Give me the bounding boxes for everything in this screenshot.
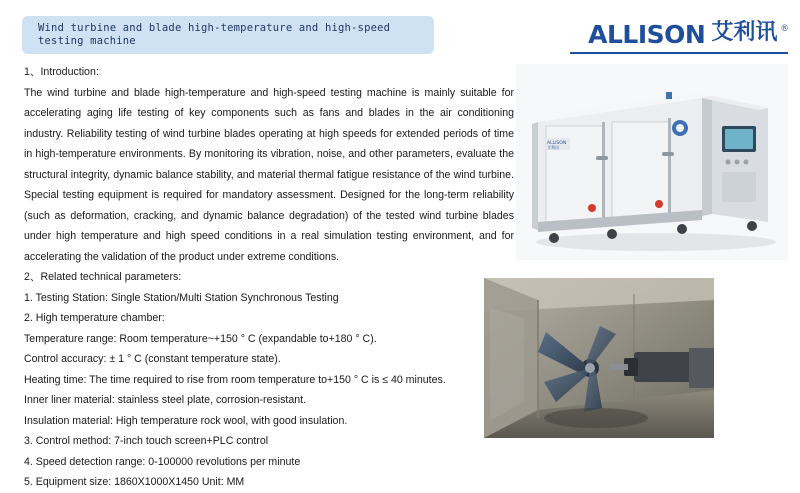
registered-trademark-icon: ® <box>781 23 788 33</box>
spec-item: Control accuracy: ± 1 ° C (constant temperature state). <box>24 353 281 365</box>
spec-item: 3. Control method: 7-inch touch screen+PLC control <box>24 435 269 447</box>
section-1-heading: 1、Introduction: <box>24 66 99 78</box>
section-2-heading: 2、Related technical parameters: <box>24 271 182 283</box>
page-title-banner <box>22 16 434 54</box>
testing-machine-photo <box>516 64 788 260</box>
spec-item: Heating time: The time required to rise from room temperature to+150 ° C is ≤ 40 minutes. <box>24 373 446 386</box>
logo-underline <box>570 52 788 54</box>
spec-item: 5. Equipment size: 1860X1000X1450 Unit: MM <box>24 476 245 488</box>
spec-item: 4. Speed detection range: 0-100000 revolutions per minute <box>24 455 301 468</box>
document-body <box>24 62 514 493</box>
svg-text:ALLISON: ALLISON <box>547 141 567 146</box>
spec-item: 2. High temperature chamber: <box>24 312 165 324</box>
spec-item: Insulation material: High temperature rock wool, with good insulation. <box>24 414 348 427</box>
machine-illustration <box>516 64 788 260</box>
chamber-illustration <box>484 278 714 438</box>
spec-item: Temperature range: Room temperature~+150 ° C (expandable to+180 ° C). <box>24 332 377 345</box>
logo-chinese-text: 艾利讯 <box>711 20 778 45</box>
spec-item: 1. Testing Station: Single Station/Multi Station Synchronous Testing <box>24 291 339 304</box>
company-logo <box>588 22 788 47</box>
svg-text:艾利讯: 艾利讯 <box>547 145 559 150</box>
spec-item: Inner liner material: stainless steel plate, corrosion-resistant. <box>24 394 307 406</box>
logo-latin-text: ALLISON <box>588 20 706 49</box>
introduction-paragraph: The wind turbine and blade high-temperature and high-speed testing machine is mainly suitable for accelerating aging life testing of key components such as fans and blades in the air conditioning industry. Reliability testing of wind turbine blades operating at high speeds for extended periods of time in high-temperature environments. By monitoring its vibration, noise, and other parameters, evaluate the structural integrity, dynamic balance stability, and material thermal fatigue resistance of the wind turbine. Special testing equipment is required for mandatory assessment. Designed for the long-term reliability (such as deformation, cracking, and dynamic balance degradation) of the tested wind turbine blades under high temperature and high speed conditions in a real simulation testing environment, and for accelerating the validation of the product under extreme conditions. <box>24 86 514 263</box>
chamber-interior-photo <box>484 278 714 438</box>
page-title: Wind turbine and blade high-temperature and high-speed testing machine <box>38 22 391 47</box>
